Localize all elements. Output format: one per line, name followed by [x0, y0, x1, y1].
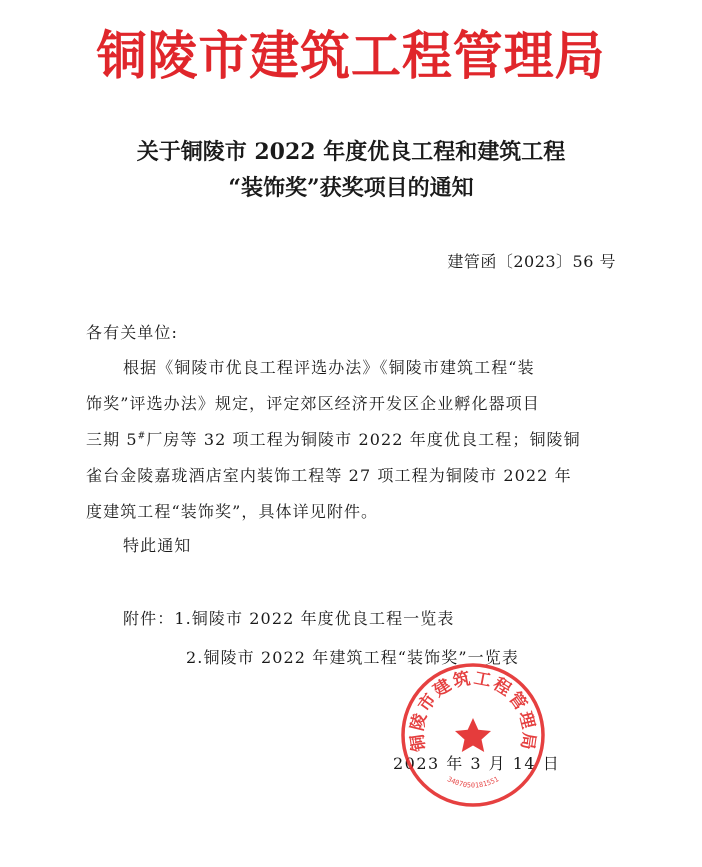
body-line-3-start: 三期 5	[86, 430, 138, 449]
letterhead-title: 铜陵市建筑工程管理局	[96, 26, 606, 87]
attachment-item-1	[123, 604, 454, 634]
body-line-3	[86, 422, 626, 458]
issue-date: 2023 年 3 月 14 日	[393, 754, 561, 773]
body-line-4: 雀台金陵嘉珑酒店室内装饰工程等 27 项工程为铜陵市 2022 年	[86, 466, 572, 485]
building-number-mark: #	[137, 431, 147, 442]
attachment-item-2: 2.铜陵市 2022 年建筑工程“装饰奖”一览表	[186, 648, 519, 667]
salutation: 各有关单位:	[86, 323, 178, 342]
seal-star-icon	[455, 718, 491, 752]
official-seal	[398, 660, 548, 810]
seal-code: 3407050181551	[445, 775, 501, 790]
notice-title-line-1: 关于铜陵市 2022 年度优良工程和建筑工程	[136, 139, 566, 165]
attachment-label: 附件：	[123, 609, 175, 628]
attachment-1-text: 1.铜陵市 2022 年度优良工程一览表	[174, 609, 455, 628]
closing-text: 特此通知	[123, 536, 192, 555]
body-paragraph	[86, 350, 626, 530]
body-line-1: 根据《铜陵市优良工程评选办法》《铜陵市建筑工程“装	[123, 358, 535, 377]
seal-text: 铜陵市建筑工程管理局	[407, 668, 539, 753]
notice-title-line-2: “装饰奖”获奖项目的通知	[228, 175, 474, 201]
body-line-5: 度建筑工程“装饰奖”，具体详见附件。	[86, 502, 379, 521]
document-number: 建管函〔2023〕56 号	[447, 252, 616, 271]
body-line-2: 饰奖”评选办法》规定，评定郊区经济开发区企业孵化器项目	[86, 394, 540, 413]
body-line-3-end: 厂房等 32 项工程为铜陵市 2022 年度优良工程；铜陵铜	[146, 430, 581, 449]
